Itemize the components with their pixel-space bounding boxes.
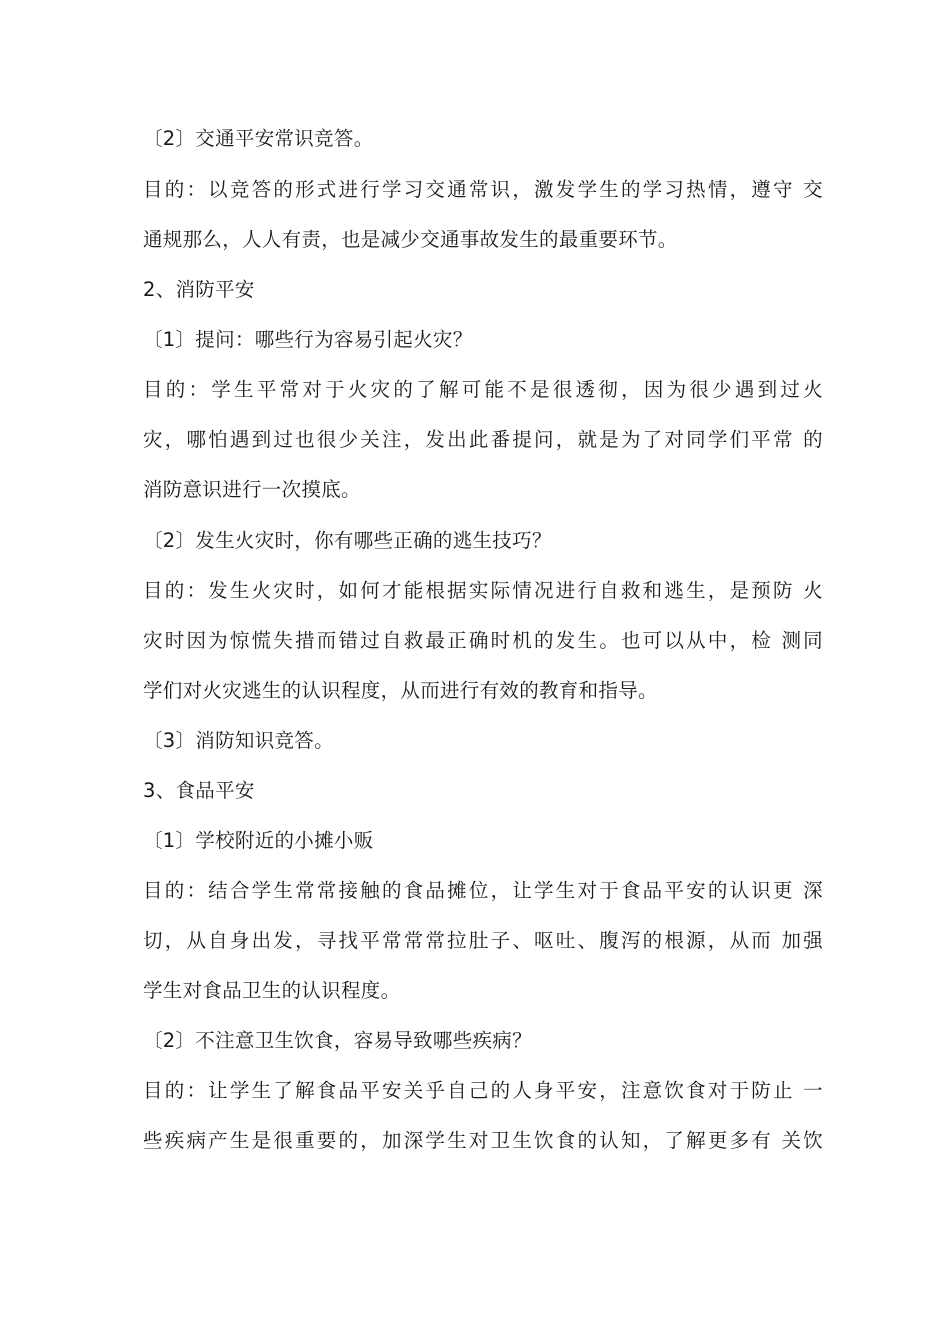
paragraph-line: 目的：让学生了解食品平安关乎自己的人身平安，注意饮食对于防止 一 (143, 1079, 823, 1102)
section-heading-food-safety: 3、食品平安 (143, 779, 255, 802)
paragraph-line: 消防意识进行一次摸底。 (143, 478, 361, 501)
subheading-traffic-quiz: 〔2〕交通平安常识竞答。 (143, 127, 374, 150)
section-heading-fire-safety: 2、消防平安 (143, 278, 255, 301)
subheading-street-vendors: 〔1〕学校附近的小摊小贩 (143, 829, 374, 852)
paragraph-line: 灾时因为惊慌失措而错过自救最正确时机的发生。也可以从中，检 测同 (143, 629, 823, 652)
paragraph-line: 学们对火灾逃生的认识程度，从而进行有效的教育和指导。 (143, 679, 658, 702)
paragraph-line: 切，从自身出发，寻找平常常常拉肚子、呕吐、腹泻的根源，从而 加强 (143, 929, 823, 952)
paragraph-line: 些疾病产生是很重要的，加深学生对卫生饮食的认知，了解更多有 关饮 (143, 1129, 823, 1152)
paragraph-line: 目的：发生火灾时，如何才能根据实际情况进行自救和逃生，是预防 火 (143, 579, 823, 602)
subheading-fire-quiz: 〔3〕消防知识竞答。 (143, 729, 334, 752)
paragraph-line: 通规那么，人人有责，也是减少交通事故发生的最重要环节。 (143, 228, 678, 251)
subheading-fire-question: 〔1〕提问：哪些行为容易引起火灾？ (143, 328, 473, 351)
paragraph-line: 目的：以竞答的形式进行学习交通常识，激发学生的学习热情，遵守 交 (143, 178, 823, 201)
paragraph-line: 学生对食品卫生的认识程度。 (143, 979, 401, 1002)
subheading-diet-diseases: 〔2〕不注意卫生饮食，容易导致哪些疾病？ (143, 1029, 532, 1052)
paragraph-line: 目的：学生平常对于火灾的了解可能不是很透彻，因为很少遇到过火 (143, 378, 823, 401)
paragraph-line: 目的：结合学生常常接触的食品摊位，让学生对于食品平安的认识更 深 (143, 879, 823, 902)
paragraph-line: 灾，哪怕遇到过也很少关注，发出此番提问，就是为了对同学们平常 的 (143, 428, 823, 451)
subheading-escape-skills: 〔2〕发生火灾时，你有哪些正确的逃生技巧？ (143, 529, 552, 552)
